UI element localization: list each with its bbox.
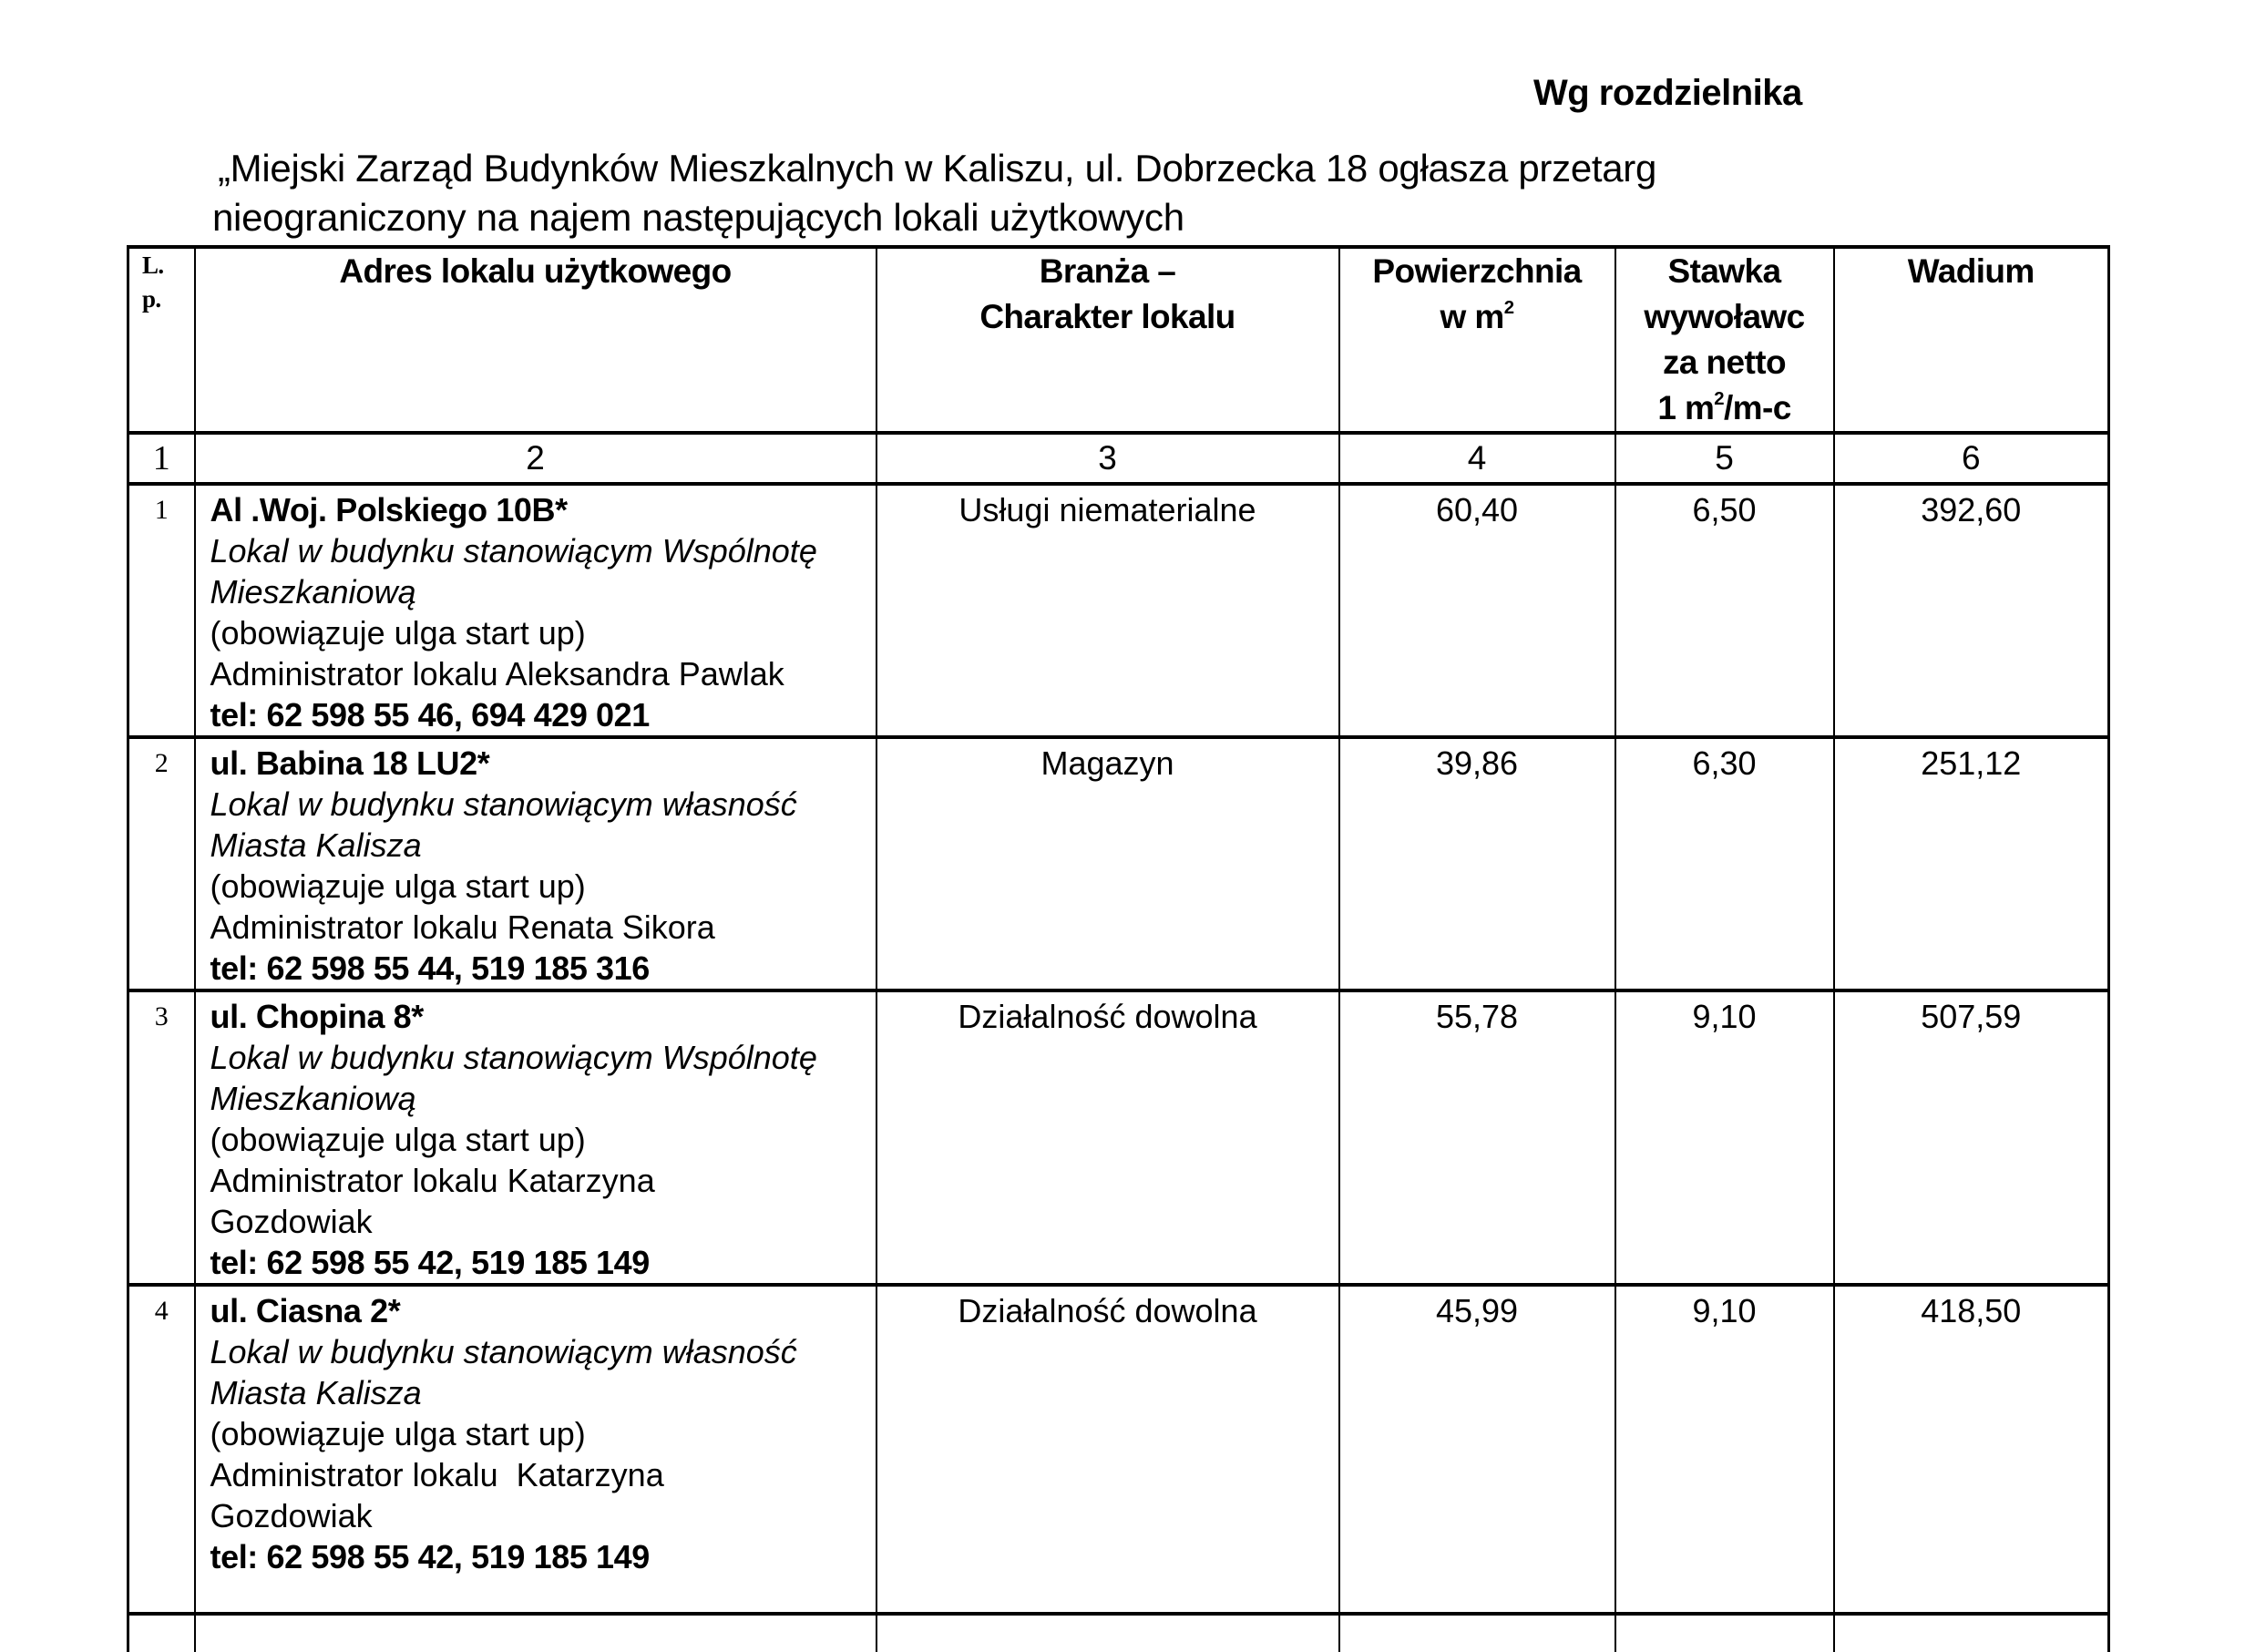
empty-cell [195,1614,876,1652]
row-area: 60,40 [1339,484,1615,737]
row-ownership-line-2: Miasta Kalisza [210,826,422,864]
header-address [195,247,876,433]
row-administrator-cont: Gozdowiak [210,1497,373,1534]
row-rate: 6,30 [1615,737,1834,990]
column-number-row [128,433,2109,484]
row-administrator: Administrator lokalu Renata Sikora [210,908,715,946]
empty-cell [1339,1614,1615,1652]
header-rate [1615,247,1834,433]
row-address-cell [195,737,876,990]
header-area-label [1340,249,1615,360]
row-deposit: 507,59 [1834,990,2109,1285]
row-area: 39,86 [1339,737,1615,990]
row-deposit: 392,60 [1834,484,2109,737]
distribution-note: Wg rozdzielnika [1533,73,1802,113]
row-phone: tel: 62 598 55 46, 694 429 021 [210,696,650,734]
empty-cell [876,1614,1339,1652]
column-number: 1 [128,433,195,484]
row-industry: Działalność dowolna [876,990,1339,1285]
header-rate-line-4 [1616,385,1833,431]
header-rate-unit-a: 1 m [1657,389,1715,426]
row-ownership-line-2: Mieszkaniową [210,1080,416,1117]
row-administrator: Administrator lokalu Aleksandra Pawlak [210,655,784,693]
row-relief: (obowiązuje ulga start up) [210,614,586,652]
row-deposit: 418,50 [1834,1285,2109,1614]
row-phone: tel: 62 598 55 44, 519 185 316 [210,949,650,987]
header-address-label: Adres lokalu użytkowego [339,252,732,290]
table-row [128,990,2109,1285]
empty-cell [1615,1614,1834,1652]
header-rate-unit-b: /m-c [1724,389,1791,426]
column-number: 2 [195,433,876,484]
header-deposit-label: Wadium [1907,252,2035,290]
row-lp: 2 [128,737,195,990]
row-address-cell [195,1285,876,1614]
column-number: 6 [1834,433,2109,484]
table-row [128,737,2109,990]
header-lp [128,247,195,433]
row-address: ul. Chopina 8* [210,998,424,1035]
row-rate: 9,10 [1615,990,1834,1285]
row-administrator: Administrator lokalu Katarzyna [210,1456,664,1493]
row-address: ul. Ciasna 2* [210,1292,401,1329]
empty-cell [1834,1614,2109,1652]
announcement-title-line-1: „Miejski Zarząd Budynków Mieszkalnych w Kaliszu, ul. Dobrzecka 18 ogłasza przetarg [218,147,1657,190]
row-lp: 3 [128,990,195,1285]
header-rate-line-2: wywoławc [1644,298,1805,335]
header-rate-label [1616,249,1833,431]
header-deposit [1834,247,2109,433]
header-area-unit: w m [1440,298,1504,335]
header-lp-line-2: p. [142,285,161,313]
table-row [128,484,2109,737]
header-industry-line-2: Charakter lokalu [979,298,1235,335]
row-lp: 4 [128,1285,195,1614]
row-address-cell [195,484,876,737]
row-industry: Działalność dowolna [876,1285,1339,1614]
row-rate: 6,50 [1615,484,1834,737]
row-ownership-line-2: Mieszkaniową [210,573,416,611]
row-ownership-line-1: Lokal w budynku stanowiącym własność [210,1333,797,1370]
table-header-row [128,247,2109,433]
row-phone: tel: 62 598 55 42, 519 185 149 [210,1244,650,1281]
header-industry [876,247,1339,433]
row-address: Al .Woj. Polskiego 10B* [210,491,568,528]
row-deposit: 251,12 [1834,737,2109,990]
header-area [1339,247,1615,433]
table-row [128,1285,2109,1614]
column-number: 4 [1339,433,1615,484]
row-industry: Usługi niematerialne [876,484,1339,737]
header-area-line-1: Powierzchnia [1372,252,1582,290]
premises-table [127,245,2110,1652]
row-phone: tel: 62 598 55 42, 519 185 149 [210,1538,650,1575]
row-ownership-line-1: Lokal w budynku stanowiącym Wspólnotę [210,1039,817,1076]
column-number: 5 [1615,433,1834,484]
announcement-title-line-2: nieograniczony na najem następujących lokali użytkowych [212,196,1184,239]
row-address: ul. Babina 18 LU2* [210,744,490,782]
row-rate: 9,10 [1615,1285,1834,1614]
header-industry-line-1: Branża – [1039,252,1176,290]
row-ownership-line-1: Lokal w budynku stanowiącym Wspólnotę [210,532,817,569]
row-lp: 1 [128,484,195,737]
table-row-continued [128,1614,2109,1652]
header-area-superscript: 2 [1503,297,1514,318]
header-lp-line-1: L. [142,251,164,279]
row-area: 45,99 [1339,1285,1615,1614]
row-relief: (obowiązuje ulga start up) [210,867,586,905]
empty-cell [128,1614,195,1652]
column-number: 3 [876,433,1339,484]
header-rate-superscript: 2 [1714,388,1724,409]
row-relief: (obowiązuje ulga start up) [210,1121,586,1158]
row-relief: (obowiązuje ulga start up) [210,1415,586,1452]
row-industry: Magazyn [876,737,1339,990]
header-rate-line-3: za netto [1663,344,1786,381]
row-area: 55,78 [1339,990,1615,1285]
header-rate-line-1: Stawka [1667,252,1781,290]
row-administrator-cont: Gozdowiak [210,1203,373,1240]
row-ownership-line-2: Miasta Kalisza [210,1374,422,1411]
row-administrator: Administrator lokalu Katarzyna [210,1162,655,1199]
row-ownership-line-1: Lokal w budynku stanowiącym własność [210,785,797,823]
header-industry-label [877,249,1338,360]
header-area-line-2 [1340,294,1615,340]
announcement-title [212,144,1943,242]
row-address-cell [195,990,876,1285]
